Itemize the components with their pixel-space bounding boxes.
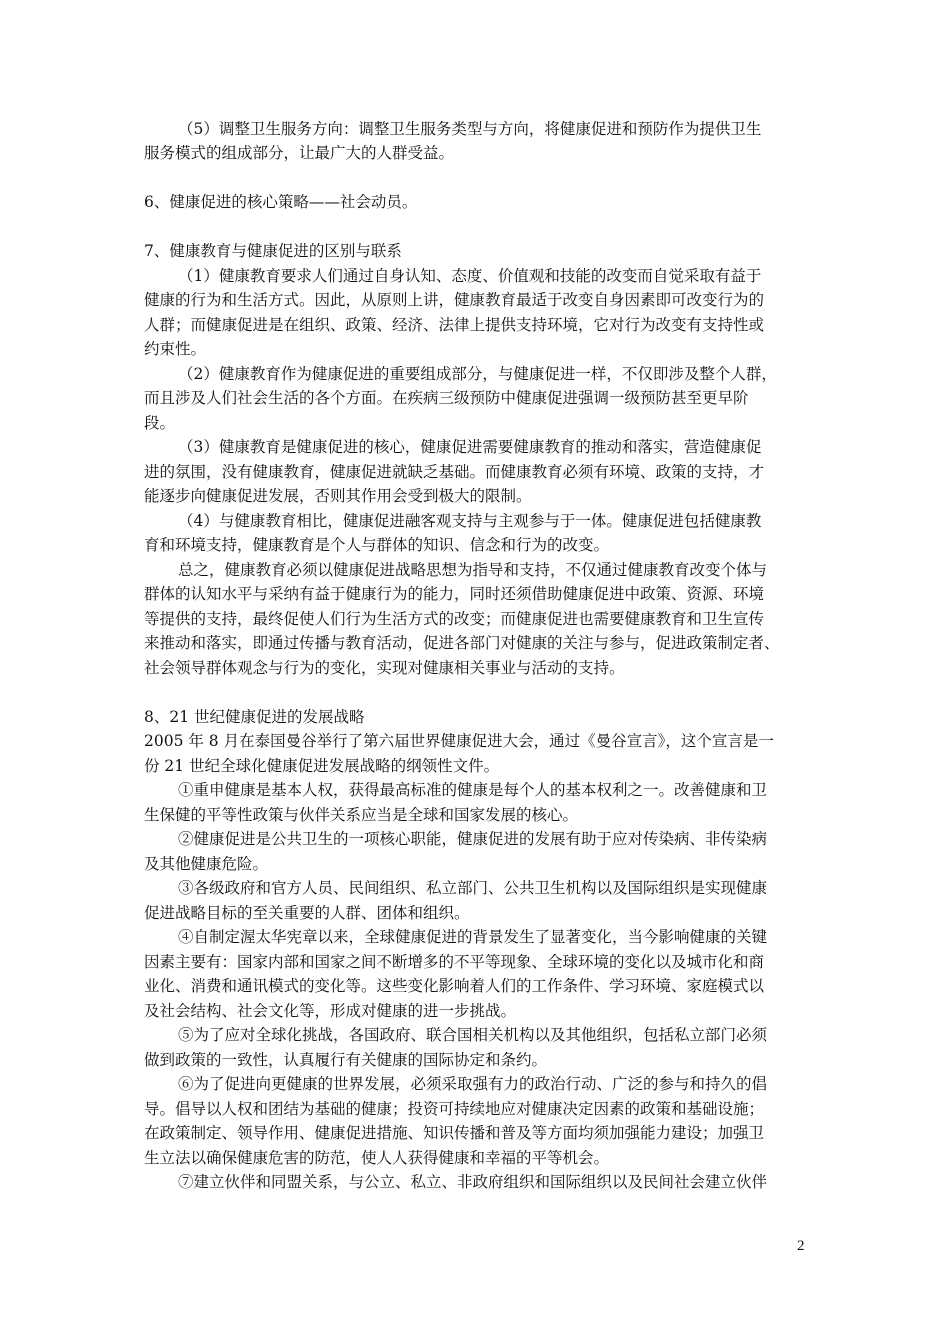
text-line: 约束性。 (144, 340, 207, 358)
text-line: 进的氛围，没有健康教育，健康促进就缺乏基础。而健康教育必须有环境、政策的支持，才 (144, 463, 765, 481)
text-line: 业化、消费和通讯模式的变化等。这些变化影响着人们的工作条件、学习环境、家庭模式以 (144, 977, 765, 995)
text-line: ①重申健康是基本人权，获得最高标准的健康是每个人的基本权利之一。改善健康和卫 (178, 781, 768, 799)
text-line: ⑤为了应对全球化挑战，各国政府、联合国相关机构以及其他组织，包括私立部门必须 (178, 1026, 768, 1044)
text-line: 段。 (144, 414, 176, 432)
text-line: 做到政策的一致性，认真履行有关健康的国际协定和条约。 (144, 1051, 548, 1069)
text-line: （3）健康教育是健康促进的核心，健康促进需要健康教育的推动和落实，营造健康促 (178, 438, 762, 456)
text-line: 生立法以确保健康危害的防范，使人人获得健康和幸福的平等机会。 (144, 1149, 610, 1167)
text-line: 社会领导群体观念与行为的变化，实现对健康相关事业与活动的支持。 (144, 659, 625, 677)
section-heading: 8、21 世纪健康促进的发展战略 (144, 708, 365, 726)
text-line: 而且涉及人们社会生活的各个方面。在疾病三级预防中健康促进强调一级预防甚至更早阶 (144, 389, 749, 407)
text-line: （2）健康教育作为健康促进的重要组成部分，与健康促进一样，不仅即涉及整个人群， (178, 365, 777, 383)
text-line: 份 21 世纪全球化健康促进发展战略的纲领性文件。 (144, 757, 500, 775)
text-line: 及社会结构、社会文化等，形成对健康的进一步挑战。 (144, 1002, 517, 1020)
text-line: 人群；而健康促进是在组织、政策、经济、法律上提供支持环境，它对行为改变有支持性或 (144, 316, 765, 334)
text-line: 及其他健康危险。 (144, 855, 269, 873)
text-line: ⑥为了促进向更健康的世界发展，必须采取强有力的政治行动、广泛的参与和持久的倡 (178, 1075, 768, 1093)
text-line: ②健康促进是公共卫生的一项核心职能，健康促进的发展有助于应对传染病、非传染病 (178, 830, 768, 848)
text-line: 2005 年 8 月在泰国曼谷举行了第六届世界健康促进大会，通过《曼谷宣言》，这个宣言是一 (144, 732, 774, 750)
text-line: 因素主要有：国家内部和国家之间不断增多的不平等现象、全球环境的变化以及城市化和商 (144, 953, 765, 971)
text-line: （1）健康教育要求人们通过自身认知、态度、价值观和技能的改变而自觉采取有益于 (178, 267, 762, 285)
text-line: 服务模式的组成部分，让最广大的人群受益。 (144, 144, 455, 162)
text-line: 总之，健康教育必须以健康促进战略思想为指导和支持，不仅通过健康教育改变个体与 (178, 561, 768, 579)
page-number: 2 (797, 1238, 805, 1254)
text-line: 群体的认知水平与采纳有益于健康行为的能力，同时还须借助健康促进中政策、资源、环境 (144, 585, 765, 603)
text-line: ⑦建立伙伴和同盟关系，与公立、私立、非政府组织和国际组织以及民间社会建立伙伴 (178, 1173, 768, 1191)
text-line: 在政策制定、领导作用、健康促进措施、知识传播和普及等方面均须加强能力建设；加强卫 (144, 1124, 765, 1142)
text-line: 等提供的支持，最终促使人们行为生活方式的改变；而健康促进也需要健康教育和卫生宣传 (144, 610, 765, 628)
text-line: ③各级政府和官方人员、民间组织、私立部门、公共卫生机构以及国际组织是实现健康 (178, 879, 768, 897)
section-heading: 6、健康促进的核心策略——社会动员。 (144, 193, 418, 211)
text-line: ④自制定渥太华宪章以来，全球健康促进的背景发生了显著变化，当今影响健康的关键 (178, 928, 768, 946)
section-heading: 7、健康教育与健康促进的区别与联系 (144, 242, 402, 260)
text-line: 导。倡导以人权和团结为基础的健康；投资可持续地应对健康决定因素的政策和基础设施； (144, 1100, 765, 1118)
text-line: （4）与健康教育相比，健康促进融客观支持与主观参与于一体。健康促进包括健康教 (178, 512, 762, 530)
text-line: 促进战略目标的至关重要的人群、团体和组织。 (144, 904, 470, 922)
text-line: 能逐步向健康促进发展，否则其作用会受到极大的限制。 (144, 487, 532, 505)
text-line: 来推动和落实，即通过传播与教育活动，促进各部门对健康的关注与参与，促进政策制定者、 (144, 634, 780, 652)
text-line: 生保健的平等性政策与伙伴关系应当是全球和国家发展的核心。 (144, 806, 579, 824)
text-line: 健康的行为和生活方式。因此，从原则上讲，健康教育最适于改变自身因素即可改变行为的 (144, 291, 765, 309)
text-line: （5）调整卫生服务方向：调整卫生服务类型与方向，将健康促进和预防作为提供卫生 (178, 120, 762, 138)
text-line: 育和环境支持，健康教育是个人与群体的知识、信念和行为的改变。 (144, 536, 610, 554)
